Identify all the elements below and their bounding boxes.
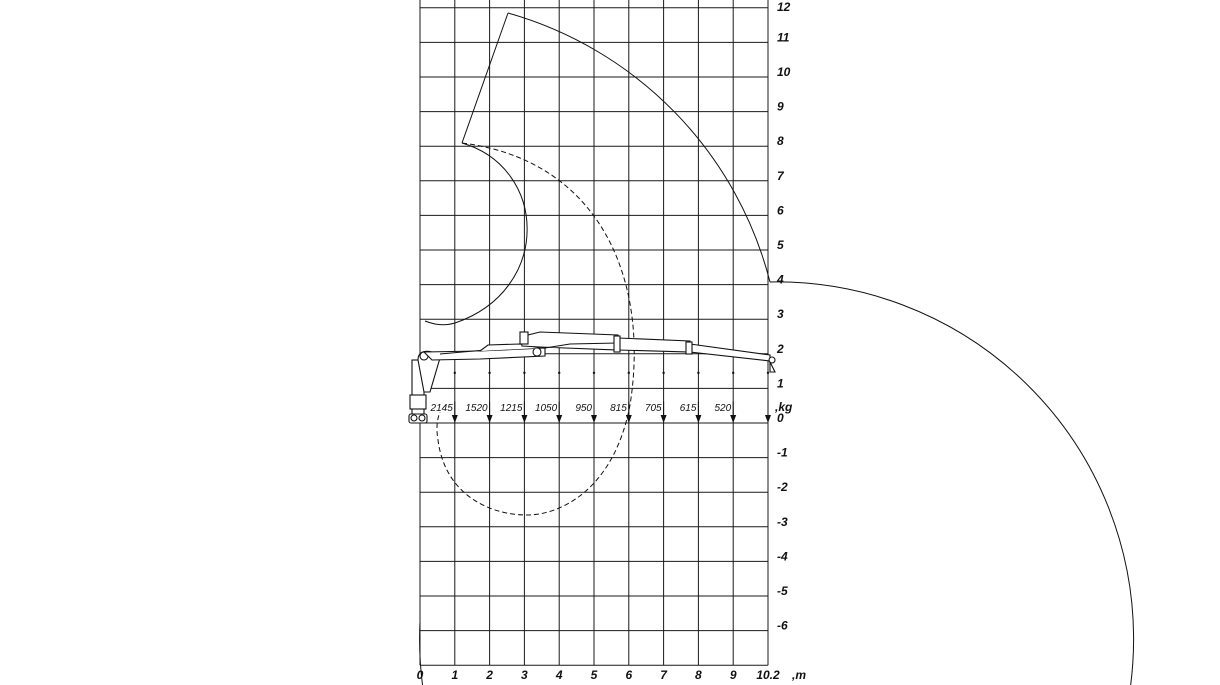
x-tick-label: 10.2 (756, 668, 780, 682)
y-tick-label: 8 (777, 134, 784, 149)
x-tick-label: 1 (451, 668, 459, 682)
load-value-label: 615 (679, 403, 697, 414)
y-tick-label: 6 (777, 203, 784, 218)
load-point-dot (593, 372, 595, 374)
x-tick-label: 8 (695, 668, 702, 682)
load-arrow-head (487, 415, 493, 423)
y-tick-label: -3 (777, 514, 788, 529)
y-tick-label: 2 (777, 341, 784, 356)
load-point-dot (697, 372, 699, 374)
x-tick-label: 3 (521, 668, 528, 682)
load-value-label: 950 (575, 403, 592, 414)
y-tick-label: -5 (777, 584, 788, 598)
x-tick-label: 9 (729, 668, 737, 682)
load-arrow-head (591, 415, 597, 423)
load-arrow-head (730, 415, 736, 423)
load-point-dot (732, 372, 734, 374)
y-tick-label: -6 (777, 618, 788, 633)
y-tick-label: 3 (777, 307, 784, 322)
y-tick-label: 12 (777, 0, 791, 14)
y-tick-label: 0 (777, 411, 784, 425)
y-tick-label: 5 (777, 238, 784, 252)
load-value-label: 1520 (465, 403, 488, 414)
load-point-dot (767, 372, 769, 374)
load-point-dot (488, 372, 490, 374)
x-tick-label: 7 (660, 668, 667, 682)
x-tick-label: 0 (416, 668, 424, 682)
x-tick-label: 5 (590, 668, 598, 682)
load-point-dot (523, 372, 525, 374)
load-point-dot (628, 372, 630, 374)
load-arrow-head (626, 415, 632, 423)
y-tick-label: 10 (777, 65, 791, 79)
x-unit-label: ,m (792, 668, 807, 682)
y-tick-label: -2 (777, 480, 788, 495)
load-value-label: 1215 (500, 403, 523, 414)
x-tick-label: 2 (486, 668, 493, 682)
load-value-label: 520 (714, 403, 732, 414)
load-arrow-head (695, 415, 701, 423)
y-tick-label: -4 (777, 549, 788, 564)
y-tick-label: 1 (777, 376, 784, 391)
y-tick-label: -1 (777, 445, 788, 460)
upper-boom-envelope (462, 13, 508, 143)
load-arrow-head (452, 415, 458, 423)
load-point-dot (662, 372, 664, 374)
load-unit-label: ,kg (775, 400, 793, 414)
inner-envelope-dashed (437, 143, 634, 515)
x-tick-label: 4 (555, 668, 563, 682)
y-tick-label: 4 (777, 272, 784, 287)
inner-envelope-solid (425, 143, 527, 325)
load-value-label: 815 (610, 403, 627, 414)
outer-boom (520, 332, 775, 372)
load-point-dot (558, 372, 560, 374)
load-value-label: 1050 (534, 403, 558, 414)
y-tick-label: 11 (777, 30, 790, 45)
x-tick-label: 6 (625, 668, 633, 682)
load-arrow-head (765, 415, 771, 423)
load-point-dot (454, 372, 456, 374)
load-arrow-head (661, 415, 667, 423)
load-value-label: 2145 (430, 403, 453, 414)
y-tick-label: 7 (777, 168, 784, 183)
y-tick-label: 9 (777, 99, 784, 114)
load-arrow-head (521, 415, 527, 423)
load-value-label: 705 (644, 403, 662, 414)
grid (420, 0, 768, 665)
load-arrow-head (556, 415, 562, 423)
